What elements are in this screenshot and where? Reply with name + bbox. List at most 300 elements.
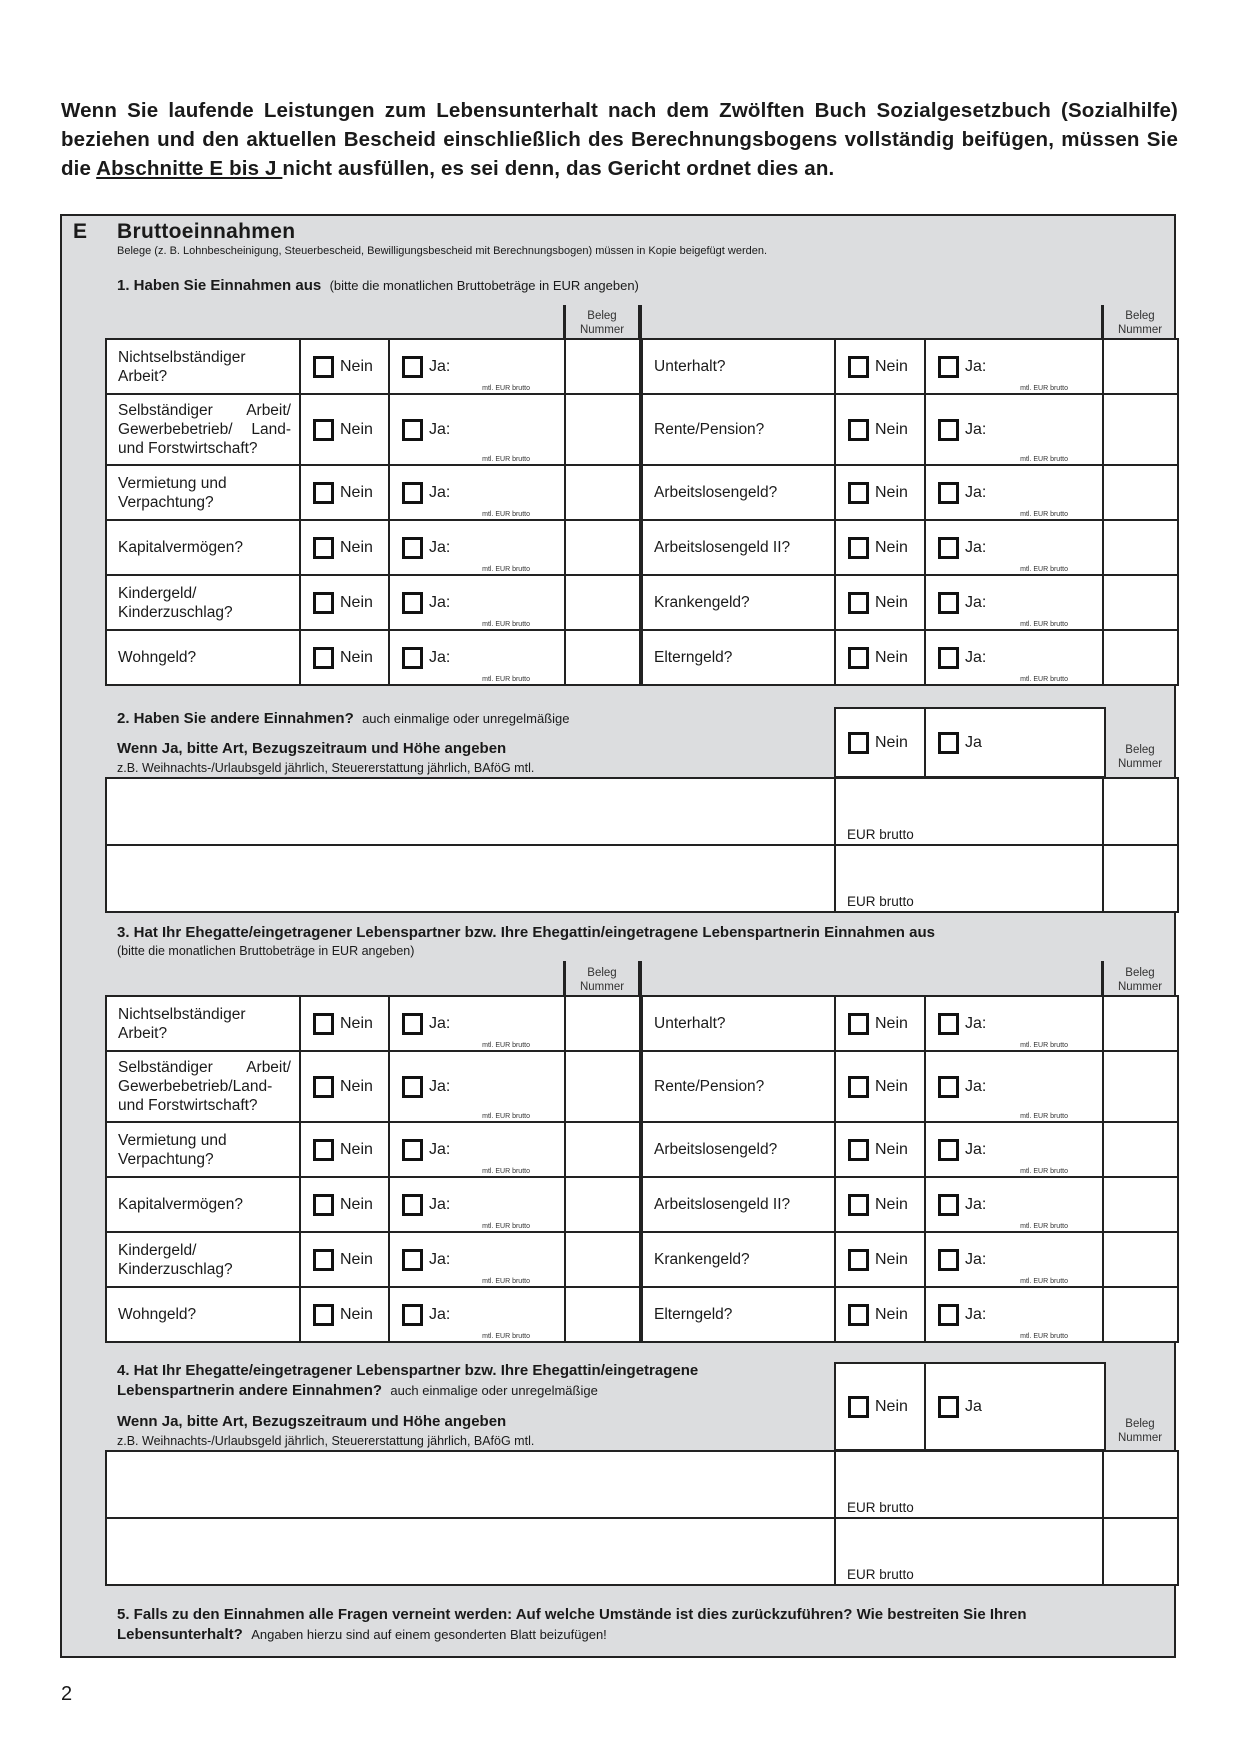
income-type-right bbox=[641, 1051, 835, 1122]
nein-option[interactable] bbox=[835, 1177, 925, 1232]
ja-label: Ja: bbox=[429, 1077, 451, 1095]
nein-checkbox[interactable] bbox=[313, 1013, 334, 1035]
q2-heading bbox=[117, 710, 569, 727]
ja-checkbox[interactable] bbox=[402, 1194, 423, 1216]
q2-nein-cell[interactable] bbox=[835, 708, 925, 777]
nein-label: Nein bbox=[875, 1014, 908, 1032]
income-type-label: Kapitalvermögen? bbox=[118, 539, 243, 556]
beleg-label: Beleg bbox=[1125, 744, 1155, 756]
income-type-label: Vermietung und Verpachtung? bbox=[118, 1131, 227, 1168]
ja-checkbox[interactable] bbox=[402, 356, 423, 378]
ja-amount-field[interactable] bbox=[925, 575, 1103, 630]
income-row bbox=[106, 996, 1178, 1051]
ja-checkbox[interactable] bbox=[402, 482, 423, 504]
nein-checkbox[interactable] bbox=[848, 1194, 869, 1216]
nein-option[interactable] bbox=[835, 996, 925, 1051]
ja-amount-field[interactable] bbox=[925, 996, 1103, 1051]
beleg-nummer-field[interactable] bbox=[565, 339, 641, 394]
mtl-eur-brutto-label: mtl. EUR brutto bbox=[1020, 1223, 1068, 1230]
beleg-label: Beleg bbox=[1125, 967, 1155, 979]
nein-label: Nein bbox=[875, 1305, 908, 1323]
ja-label: Ja: bbox=[429, 1305, 451, 1323]
income-type-right bbox=[641, 520, 835, 575]
nein-checkbox[interactable] bbox=[848, 1013, 869, 1035]
nein-label: Nein bbox=[340, 1195, 373, 1213]
nein-option[interactable] bbox=[835, 1051, 925, 1122]
ja-label: Ja: bbox=[965, 483, 987, 501]
nein-label: Nein bbox=[340, 648, 373, 666]
income-type-label: Wohngeld? bbox=[118, 649, 197, 666]
mtl-eur-brutto-label: mtl. EUR brutto bbox=[1020, 456, 1068, 463]
ja-amount-field[interactable] bbox=[389, 394, 565, 465]
mtl-eur-brutto-label: mtl. EUR brutto bbox=[482, 1278, 530, 1285]
ja-checkbox[interactable] bbox=[938, 647, 959, 669]
ja-checkbox[interactable] bbox=[938, 1249, 959, 1271]
ja-label: Ja: bbox=[965, 1250, 987, 1268]
ja-label: Ja: bbox=[429, 648, 451, 666]
ja-checkbox[interactable] bbox=[402, 537, 423, 559]
beleg-label: Beleg bbox=[1125, 310, 1155, 322]
q4-nein-checkbox[interactable] bbox=[848, 1396, 869, 1418]
income-row bbox=[106, 1287, 1178, 1342]
income-type-label: Selbständiger Arbeit/ Gewerbebetrieb/Land- und Forstwirtschaft? bbox=[118, 1059, 291, 1114]
nein-option[interactable] bbox=[300, 394, 389, 465]
income-type-left bbox=[106, 1122, 300, 1177]
ja-checkbox[interactable] bbox=[938, 419, 959, 441]
nein-label: Nein bbox=[340, 1250, 373, 1268]
income-type-left bbox=[106, 1051, 300, 1122]
q2-title: 2. Haben Sie andere Einnahmen? bbox=[117, 710, 354, 727]
nein-label: Nein bbox=[340, 420, 373, 438]
section-letter: E bbox=[73, 220, 88, 243]
income-type-right bbox=[641, 1287, 835, 1342]
ja-amount-field[interactable] bbox=[925, 339, 1103, 394]
income-type-label: Nichtselbständiger Arbeit? bbox=[118, 1005, 246, 1042]
nein-checkbox[interactable] bbox=[313, 537, 334, 559]
nein-checkbox[interactable] bbox=[848, 1076, 869, 1098]
ja-label: Ja: bbox=[429, 357, 451, 375]
q4-title-line2-wrap bbox=[117, 1382, 598, 1399]
nein-option[interactable] bbox=[300, 520, 389, 575]
eur-brutto-label: EUR brutto bbox=[847, 1567, 914, 1582]
q2-entry-2-beleg[interactable] bbox=[1103, 845, 1178, 912]
beleg-nummer-field[interactable] bbox=[565, 465, 641, 520]
nein-label: Nein bbox=[875, 593, 908, 611]
income-type-right bbox=[641, 630, 835, 685]
income-type-label: Kindergeld/ Kinderzuschlag? bbox=[118, 584, 233, 621]
q2-yes-no bbox=[834, 707, 1106, 778]
q4-entry-1-description[interactable] bbox=[106, 1451, 835, 1518]
nein-checkbox[interactable] bbox=[313, 1194, 334, 1216]
q4-title-line2: Lebenspartnerin andere Einnahmen? bbox=[117, 1382, 383, 1399]
nein-checkbox[interactable] bbox=[313, 356, 334, 378]
beleg-nummer-field[interactable] bbox=[1103, 339, 1178, 394]
nummer-label: Nummer bbox=[1117, 981, 1163, 993]
nein-option[interactable] bbox=[835, 1122, 925, 1177]
ja-amount-field[interactable] bbox=[925, 1051, 1103, 1122]
income-type-right bbox=[641, 1232, 835, 1287]
income-type-right bbox=[641, 394, 835, 465]
q4-ja-checkbox[interactable] bbox=[938, 1396, 959, 1418]
ja-amount-field[interactable] bbox=[389, 1122, 565, 1177]
ja-checkbox[interactable] bbox=[938, 1304, 959, 1326]
q4-beleg-header bbox=[1104, 1417, 1176, 1445]
ja-checkbox[interactable] bbox=[402, 1013, 423, 1035]
q4-example: z.B. Weihnachts-/Urlaubsgeld jährlich, Steuererstattung jährlich, BAföG mtl. bbox=[117, 1434, 535, 1448]
ja-label: Ja: bbox=[429, 593, 451, 611]
nein-option[interactable] bbox=[835, 394, 925, 465]
nein-option[interactable] bbox=[300, 630, 389, 685]
nein-option[interactable] bbox=[835, 575, 925, 630]
mtl-eur-brutto-label: mtl. EUR brutto bbox=[1020, 566, 1068, 573]
income-type-label: Selbständiger Arbeit/ Gewerbebetrieb/ Land- und Forstwirtschaft? bbox=[118, 402, 291, 457]
nein-label: Nein bbox=[875, 733, 908, 751]
ja-label: Ja: bbox=[429, 1195, 451, 1213]
ja-checkbox[interactable] bbox=[938, 356, 959, 378]
nein-checkbox[interactable] bbox=[313, 419, 334, 441]
beleg-label: Beleg bbox=[587, 967, 617, 979]
ja-amount-field[interactable] bbox=[389, 465, 565, 520]
nein-option[interactable] bbox=[300, 465, 389, 520]
beleg-nummer-field[interactable] bbox=[1103, 1177, 1178, 1232]
mtl-eur-brutto-label: mtl. EUR brutto bbox=[1020, 1333, 1068, 1340]
nein-checkbox[interactable] bbox=[848, 1249, 869, 1271]
q4-entry-1-beleg[interactable] bbox=[1103, 1451, 1178, 1518]
nein-checkbox[interactable] bbox=[313, 482, 334, 504]
mtl-eur-brutto-label: mtl. EUR brutto bbox=[1020, 621, 1068, 628]
mtl-eur-brutto-label: mtl. EUR brutto bbox=[1020, 1168, 1068, 1175]
ja-checkbox[interactable] bbox=[938, 1139, 959, 1161]
income-type-left bbox=[106, 1177, 300, 1232]
nein-label: Nein bbox=[340, 357, 373, 375]
mtl-eur-brutto-label: mtl. EUR brutto bbox=[482, 1042, 530, 1049]
income-type-left bbox=[106, 520, 300, 575]
q4-entry-2-description[interactable] bbox=[106, 1518, 835, 1585]
mtl-eur-brutto-label: mtl. EUR brutto bbox=[1020, 511, 1068, 518]
income-type-label: Rente/Pension? bbox=[654, 1078, 765, 1095]
q1-subtitle: (bitte die monatlichen Bruttobeträge in EUR angeben) bbox=[329, 278, 639, 293]
ja-amount-field[interactable] bbox=[389, 339, 565, 394]
q3-beleg-header-left bbox=[566, 966, 638, 994]
ja-checkbox[interactable] bbox=[402, 647, 423, 669]
q1-heading bbox=[117, 277, 639, 294]
nein-label: Nein bbox=[340, 538, 373, 556]
nein-label: Nein bbox=[875, 1077, 908, 1095]
income-row bbox=[106, 1177, 1178, 1232]
beleg-nummer-field[interactable] bbox=[565, 520, 641, 575]
eur-brutto-label: EUR brutto bbox=[847, 1500, 914, 1515]
ja-label: Ja: bbox=[965, 420, 987, 438]
income-type-label: Kindergeld/ Kinderzuschlag? bbox=[118, 1241, 233, 1278]
income-type-label: Elterngeld? bbox=[654, 1306, 733, 1323]
nein-label: Nein bbox=[340, 483, 373, 501]
eur-brutto-label: EUR brutto bbox=[847, 894, 914, 909]
beleg-nummer-field[interactable] bbox=[1103, 394, 1178, 465]
income-type-right bbox=[641, 575, 835, 630]
q5-title: 5. Falls zu den Einnahmen alle Fragen verneint werden: Auf welche Umstände ist dies zurückzuführen? Wie bestreiten Sie Ihren Lebensunterhalt? bbox=[117, 1606, 1027, 1643]
nein-checkbox[interactable] bbox=[848, 356, 869, 378]
nein-label: Nein bbox=[875, 1397, 908, 1415]
beleg-nummer-field[interactable] bbox=[565, 1122, 641, 1177]
nein-checkbox[interactable] bbox=[313, 592, 334, 614]
q5-heading bbox=[117, 1605, 1117, 1645]
nein-option[interactable] bbox=[300, 575, 389, 630]
nein-checkbox[interactable] bbox=[848, 1304, 869, 1326]
income-type-left bbox=[106, 575, 300, 630]
nein-option[interactable] bbox=[835, 1287, 925, 1342]
beleg-nummer-field[interactable] bbox=[1103, 996, 1178, 1051]
mtl-eur-brutto-label: mtl. EUR brutto bbox=[482, 566, 530, 573]
ja-checkbox[interactable] bbox=[402, 1249, 423, 1271]
q2-entry-2-description[interactable] bbox=[106, 845, 835, 912]
nein-label: Nein bbox=[340, 1014, 373, 1032]
beleg-nummer-field[interactable] bbox=[1103, 575, 1178, 630]
intro-underlined-sections: Abschnitte E bis J bbox=[96, 157, 283, 180]
income-type-left bbox=[106, 996, 300, 1051]
beleg-nummer-field[interactable] bbox=[565, 630, 641, 685]
income-type-left bbox=[106, 630, 300, 685]
nein-label: Nein bbox=[875, 1140, 908, 1158]
q2-example: z.B. Weihnachts-/Urlaubsgeld jährlich, Steuererstattung jährlich, BAföG mtl. bbox=[117, 761, 535, 775]
ja-amount-field[interactable] bbox=[389, 630, 565, 685]
ja-label: Ja: bbox=[965, 1140, 987, 1158]
ja-amount-field[interactable] bbox=[389, 1177, 565, 1232]
section-title: Bruttoeinnahmen bbox=[117, 220, 296, 243]
ja-amount-field[interactable] bbox=[925, 1287, 1103, 1342]
ja-checkbox[interactable] bbox=[402, 419, 423, 441]
ja-label: Ja: bbox=[429, 1250, 451, 1268]
beleg-nummer-field[interactable] bbox=[1103, 1232, 1178, 1287]
ja-checkbox[interactable] bbox=[402, 592, 423, 614]
nein-checkbox[interactable] bbox=[313, 1249, 334, 1271]
mtl-eur-brutto-label: mtl. EUR brutto bbox=[482, 456, 530, 463]
q4-entry-2-beleg[interactable] bbox=[1103, 1518, 1178, 1585]
ja-label: Ja: bbox=[965, 357, 987, 375]
ja-label: Ja: bbox=[965, 648, 987, 666]
q1-income-table bbox=[105, 338, 1179, 686]
q4-title-suffix: auch einmalige oder unregelmäßige bbox=[390, 1383, 598, 1398]
ja-label: Ja: bbox=[965, 593, 987, 611]
ja-checkbox[interactable] bbox=[938, 537, 959, 559]
beleg-nummer-field[interactable] bbox=[1103, 1122, 1178, 1177]
nummer-label: Nummer bbox=[579, 981, 625, 993]
ja-checkbox[interactable] bbox=[402, 1076, 423, 1098]
ja-amount-field[interactable] bbox=[925, 520, 1103, 575]
q2-ja-cell[interactable] bbox=[925, 708, 1105, 777]
nein-label: Nein bbox=[875, 420, 908, 438]
nummer-label: Nummer bbox=[1117, 324, 1163, 336]
ja-checkbox[interactable] bbox=[938, 1194, 959, 1216]
q4-title-line1: 4. Hat Ihr Ehegatte/eingetragener Lebenspartner bzw. Ihre Ehegattin/eingetragene bbox=[117, 1362, 699, 1379]
income-row bbox=[106, 575, 1178, 630]
ja-amount-field[interactable] bbox=[389, 1051, 565, 1122]
q2-entry-2-amount[interactable] bbox=[835, 845, 1103, 912]
ja-label: Ja: bbox=[965, 1077, 987, 1095]
nein-label: Nein bbox=[340, 1077, 373, 1095]
income-type-right bbox=[641, 996, 835, 1051]
beleg-nummer-field[interactable] bbox=[565, 1051, 641, 1122]
nein-option[interactable] bbox=[300, 1287, 389, 1342]
nummer-label: Nummer bbox=[1117, 758, 1163, 770]
nein-option[interactable] bbox=[300, 1122, 389, 1177]
income-row bbox=[106, 630, 1178, 685]
ja-amount-field[interactable] bbox=[389, 996, 565, 1051]
q2-nein-checkbox[interactable] bbox=[848, 732, 869, 754]
income-type-label: Krankengeld? bbox=[654, 594, 750, 611]
income-type-label: Nichtselbständiger Arbeit? bbox=[118, 348, 246, 385]
q1-title: 1. Haben Sie Einnahmen aus bbox=[117, 277, 322, 294]
ja-label: Ja: bbox=[429, 538, 451, 556]
income-type-right bbox=[641, 339, 835, 394]
nein-checkbox[interactable] bbox=[848, 537, 869, 559]
beleg-nummer-field[interactable] bbox=[565, 996, 641, 1051]
mtl-eur-brutto-label: mtl. EUR brutto bbox=[482, 621, 530, 628]
mtl-eur-brutto-label: mtl. EUR brutto bbox=[482, 1113, 530, 1120]
income-row bbox=[106, 1051, 1178, 1122]
income-type-left bbox=[106, 339, 300, 394]
ja-amount-field[interactable] bbox=[925, 394, 1103, 465]
ja-label: Ja: bbox=[429, 483, 451, 501]
ja-amount-field[interactable] bbox=[389, 1287, 565, 1342]
ja-amount-field[interactable] bbox=[389, 575, 565, 630]
nein-checkbox[interactable] bbox=[848, 482, 869, 504]
ja-amount-field[interactable] bbox=[925, 630, 1103, 685]
beleg-nummer-field[interactable] bbox=[565, 1177, 641, 1232]
q2-entry-table bbox=[105, 777, 1179, 913]
nein-label: Nein bbox=[875, 1195, 908, 1213]
income-type-label: Vermietung und Verpachtung? bbox=[118, 474, 227, 511]
nein-checkbox[interactable] bbox=[848, 592, 869, 614]
income-type-label: Arbeitslosengeld? bbox=[654, 1141, 778, 1158]
nein-option[interactable] bbox=[300, 996, 389, 1051]
income-type-left bbox=[106, 1287, 300, 1342]
nein-option[interactable] bbox=[835, 1232, 925, 1287]
nein-option[interactable] bbox=[835, 339, 925, 394]
q4-instruction: Wenn Ja, bitte Art, Bezugszeitraum und Höhe angeben bbox=[117, 1413, 507, 1430]
beleg-label: Beleg bbox=[1125, 1418, 1155, 1430]
ja-label: Ja: bbox=[429, 1014, 451, 1032]
ja-checkbox[interactable] bbox=[938, 592, 959, 614]
mtl-eur-brutto-label: mtl. EUR brutto bbox=[482, 1333, 530, 1340]
ja-checkbox[interactable] bbox=[402, 1139, 423, 1161]
ja-label: Ja: bbox=[965, 538, 987, 556]
beleg-nummer-field[interactable] bbox=[1103, 630, 1178, 685]
q2-entry-1-amount[interactable] bbox=[835, 778, 1103, 845]
q4-entry-1-amount[interactable] bbox=[835, 1451, 1103, 1518]
beleg-nummer-field[interactable] bbox=[1103, 1287, 1178, 1342]
nein-checkbox[interactable] bbox=[313, 1139, 334, 1161]
nein-option[interactable] bbox=[835, 630, 925, 685]
income-type-label: Kapitalvermögen? bbox=[118, 1196, 243, 1213]
beleg-nummer-field[interactable] bbox=[565, 575, 641, 630]
ja-checkbox[interactable] bbox=[938, 1013, 959, 1035]
nein-label: Nein bbox=[875, 483, 908, 501]
ja-amount-field[interactable] bbox=[925, 465, 1103, 520]
ja-label: Ja bbox=[965, 733, 982, 751]
nein-checkbox[interactable] bbox=[313, 647, 334, 669]
beleg-nummer-field[interactable] bbox=[565, 1232, 641, 1287]
nummer-label: Nummer bbox=[1117, 1432, 1163, 1444]
q5-note: Angaben hierzu sind auf einem gesonderten Blatt beizufügen! bbox=[251, 1627, 607, 1642]
q2-ja-checkbox[interactable] bbox=[938, 732, 959, 754]
ja-checkbox[interactable] bbox=[938, 1076, 959, 1098]
q2-entry-1-description[interactable] bbox=[106, 778, 835, 845]
ja-amount-field[interactable] bbox=[389, 1232, 565, 1287]
q4-ja-cell[interactable] bbox=[925, 1363, 1105, 1450]
ja-label: Ja: bbox=[429, 1140, 451, 1158]
ja-amount-field[interactable] bbox=[389, 520, 565, 575]
mtl-eur-brutto-label: mtl. EUR brutto bbox=[482, 511, 530, 518]
nein-label: Nein bbox=[340, 1305, 373, 1323]
beleg-label: Beleg bbox=[587, 310, 617, 322]
nein-label: Nein bbox=[875, 538, 908, 556]
beleg-nummer-field[interactable] bbox=[565, 1287, 641, 1342]
q2-entry-1-beleg[interactable] bbox=[1103, 778, 1178, 845]
nein-option[interactable] bbox=[835, 520, 925, 575]
ja-amount-field[interactable] bbox=[925, 1232, 1103, 1287]
income-type-label: Arbeitslosengeld II? bbox=[654, 539, 791, 556]
income-type-right bbox=[641, 1122, 835, 1177]
q4-nein-cell[interactable] bbox=[835, 1363, 925, 1450]
nummer-label: Nummer bbox=[579, 324, 625, 336]
q3-title: 3. Hat Ihr Ehegatte/eingetragener Lebenspartner bzw. Ihre Ehegattin/eingetragene Lebenspartnerin Einnahmen aus bbox=[117, 924, 935, 941]
income-type-label: Arbeitslosengeld? bbox=[654, 484, 778, 501]
income-type-label: Arbeitslosengeld II? bbox=[654, 1196, 791, 1213]
ja-label: Ja bbox=[965, 1397, 982, 1415]
nein-label: Nein bbox=[340, 593, 373, 611]
income-type-label: Unterhalt? bbox=[654, 1015, 726, 1032]
nein-option[interactable] bbox=[300, 1177, 389, 1232]
income-type-left bbox=[106, 394, 300, 465]
ja-checkbox[interactable] bbox=[938, 482, 959, 504]
ja-checkbox[interactable] bbox=[402, 1304, 423, 1326]
divider bbox=[638, 305, 642, 339]
q2-instruction: Wenn Ja, bitte Art, Bezugszeitraum und Höhe angeben bbox=[117, 740, 507, 757]
ja-label: Ja: bbox=[429, 420, 451, 438]
income-row bbox=[106, 339, 1178, 394]
nein-checkbox[interactable] bbox=[313, 1304, 334, 1326]
nein-option[interactable] bbox=[300, 1051, 389, 1122]
mtl-eur-brutto-label: mtl. EUR brutto bbox=[1020, 1113, 1068, 1120]
ja-label: Ja: bbox=[965, 1195, 987, 1213]
nein-checkbox[interactable] bbox=[313, 1076, 334, 1098]
ja-amount-field[interactable] bbox=[925, 1122, 1103, 1177]
nein-label: Nein bbox=[875, 1250, 908, 1268]
q3-partner-income-table bbox=[105, 995, 1179, 1343]
q4-entry-2-amount[interactable] bbox=[835, 1518, 1103, 1585]
nein-option[interactable] bbox=[300, 339, 389, 394]
mtl-eur-brutto-label: mtl. EUR brutto bbox=[1020, 1278, 1068, 1285]
section-note: Belege (z. B. Lohnbescheinigung, Steuerbescheid, Bewilligungsbescheid mit Berechnungsbogen) müssen in Kopie beigefügt werden. bbox=[117, 245, 768, 257]
nein-checkbox[interactable] bbox=[848, 1139, 869, 1161]
beleg-nummer-field[interactable] bbox=[1103, 1051, 1178, 1122]
page-number: 2 bbox=[61, 1683, 73, 1705]
income-type-label: Wohngeld? bbox=[118, 1306, 197, 1323]
ja-amount-field[interactable] bbox=[925, 1177, 1103, 1232]
nein-option[interactable] bbox=[835, 465, 925, 520]
income-row bbox=[106, 1122, 1178, 1177]
nein-checkbox[interactable] bbox=[848, 647, 869, 669]
income-type-right bbox=[641, 1177, 835, 1232]
ja-label: Ja: bbox=[965, 1305, 987, 1323]
beleg-nummer-field[interactable] bbox=[1103, 520, 1178, 575]
income-type-label: Rente/Pension? bbox=[654, 421, 765, 438]
nein-option[interactable] bbox=[300, 1232, 389, 1287]
nein-checkbox[interactable] bbox=[848, 419, 869, 441]
beleg-nummer-field[interactable] bbox=[565, 394, 641, 465]
q2-title-suffix: auch einmalige oder unregelmäßige bbox=[362, 711, 570, 726]
beleg-nummer-field[interactable] bbox=[1103, 465, 1178, 520]
